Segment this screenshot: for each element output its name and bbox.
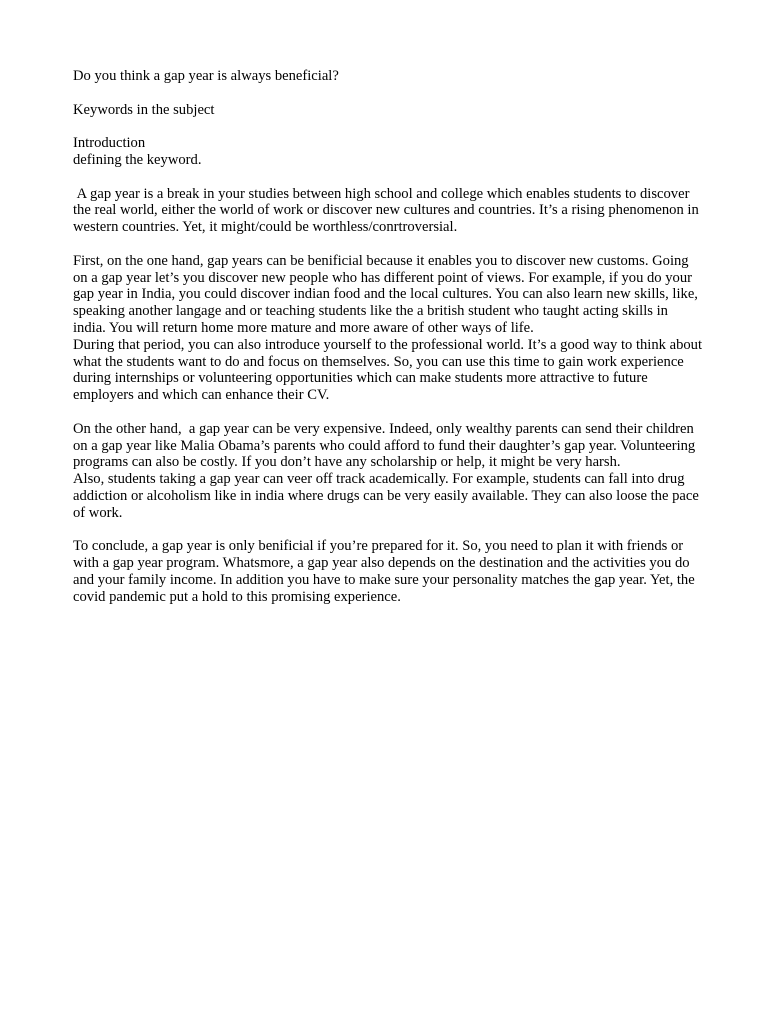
keywords-heading: Keywords in the subject [73,101,215,118]
blank-line [73,236,703,253]
first-argument-paragraph: First, on the one hand, gap years can be benificial because it enables you to discover new customs. Going on a gap year let’s you discover new people who has different point of views. For example, if you do your gap year in India, you could discover indian food and the local cultures. You can also learn new skills, like, speaking another langage and or teaching students like the a british student who taught acting skills in india. You will return home more mature and more aware of other ways of life. [73,252,702,336]
essay-question: Do you think a gap year is always beneficial? [73,68,339,84]
second-argument-paragraph: On the other hand, a gap year can be very expensive. Indeed, only wealthy parents can send their children on a gap year like Malia Obama’s parents who could afford to fund their daughter’s gap year. Volunteering programs can also be costly. If you don’t have any scholarship or help, it might be very harsh. [73,420,699,471]
second-argument-paragraph-2: Also, students taking a gap year can veer off track academically. For example, students can fall into drug addiction or alcoholism like in india where drugs can be very easily available. They can also loose the pace of work. [73,471,703,521]
introduction-subheading: defining the keyword. [73,151,202,168]
blank-line [73,118,703,135]
blank-line [73,404,703,421]
blank-line [73,169,703,186]
blank-line [73,522,703,539]
introduction-paragraph: A gap year is a break in your studies between high school and college which enables students to discover the real world, either the world of work or discover new cultures and countries. It’s a rising phenomenon in western countries. Yet, it might/could be worthless/conrtroversial. [73,185,703,236]
introduction-heading: Introduction [73,135,146,152]
blank-line [73,85,703,102]
conclusion-paragraph: To conclude, a gap year is only benificial if you’re prepared for it. So, you need to plan it with friends or with a gap year program. Whatsmore, a gap year also depends on the destination and the activities you do and your family income. In addition you have to make sure your personality matches the gap year. Yet, the covid pandemic put a hold to this promising experience. [73,538,699,605]
first-argument-paragraph-2: During that period, you can also introduce yourself to the professional world. It’s a good way to think about what the students want to do and focus on themselves. So, you can use this time to gain work experience during internships or volunteering opportunities which can make students more attractive to future employers and which can enhance their CV. [73,336,706,404]
document-body[interactable] [73,68,706,606]
